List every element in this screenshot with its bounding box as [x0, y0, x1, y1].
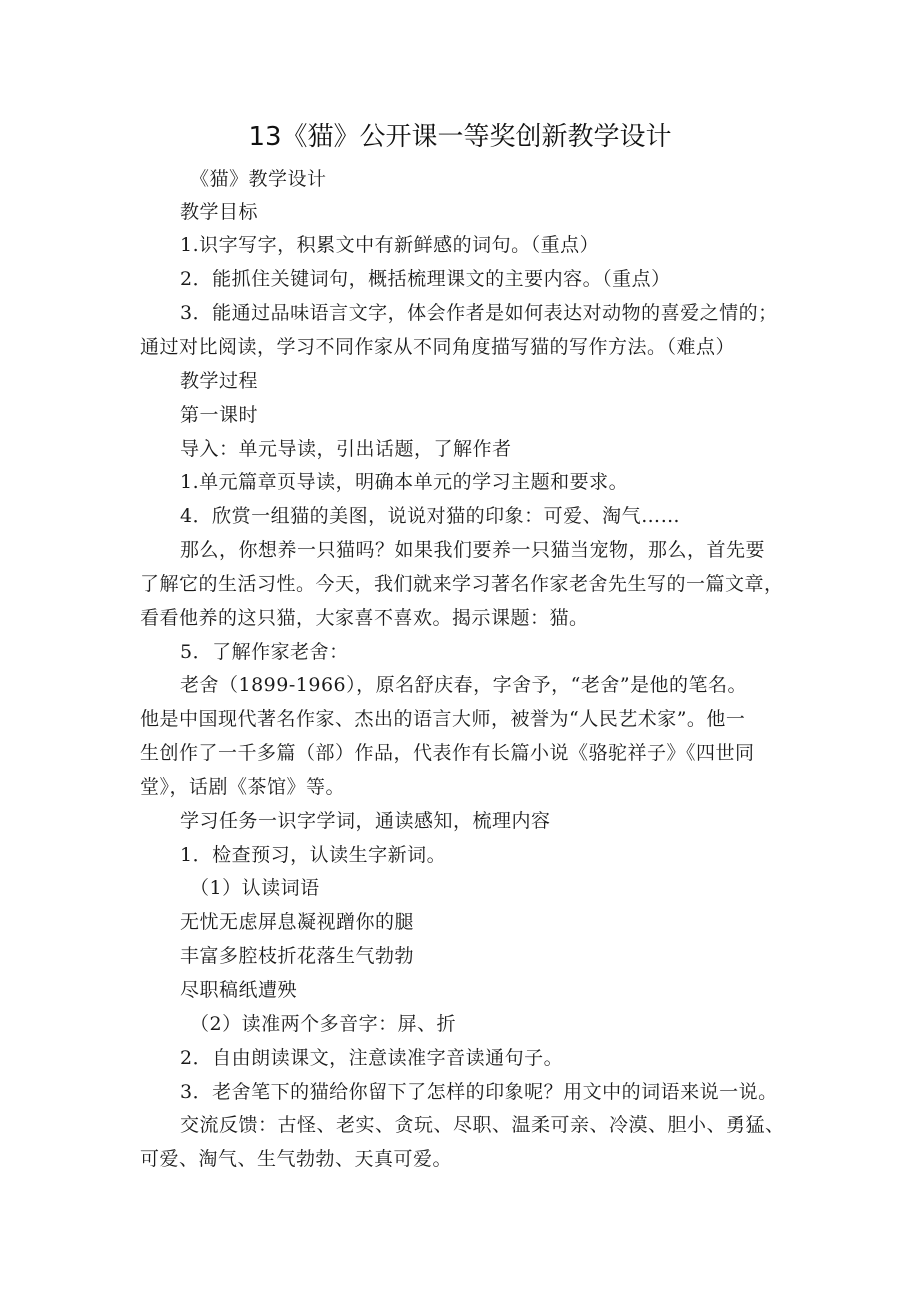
text-line: 4．欣赏一组猫的美图，说说对猫的印象：可爱、淘气……	[180, 505, 681, 527]
text-line: 5．了解作家老舍：	[180, 641, 349, 663]
text-line: 1.识字写字，积累文中有新鲜感的词句。（重点）	[180, 234, 600, 256]
text-line: 2．自由朗读课文，注意读准字音读通句子。	[180, 1047, 564, 1069]
text-line: 无忧无虑屏息凝视蹭你的腿	[180, 911, 415, 933]
text-line: 交流反馈：古怪、老实、贪玩、尽职、温柔可亲、冷漠、胆小、勇猛、	[180, 1114, 785, 1136]
section-heading-goals: 教学目标	[180, 201, 259, 223]
text-line: 1．检查预习，认读生字新词。	[180, 844, 447, 866]
section-heading-process: 教学过程	[180, 370, 259, 392]
text-line: 了解它的生活习性。今天，我们就来学习著名作家老舍先生写的一篇文章，	[140, 573, 784, 595]
text-line: 3．能通过品味语言文字，体会作者是如何表达对动物的喜爱之情的；	[180, 302, 778, 324]
text-line: 生创作了一千多篇（部）作品，代表作有长篇小说《骆驼祥子》《四世同	[140, 742, 755, 764]
text-line: 堂》，话剧《茶馆》等。	[140, 776, 346, 798]
document-title: 13《猫》公开课一等奖创新教学设计	[248, 122, 672, 152]
text-line: 老舍（1899-1966），原名舒庆春，字舍予，“老舍”是他的笔名。	[180, 674, 748, 696]
text-line: 第一课时	[180, 404, 259, 426]
text-line: 他是中国现代著名作家、杰出的语言大师，被誉为“人民艺术家”。他一	[140, 708, 746, 730]
text-line: （1）认读词语	[190, 877, 320, 899]
text-line: 导入：单元导读，引出话题，了解作者	[180, 438, 512, 460]
text-line: 1.单元篇章页导读，明确本单元的学习主题和要求。	[180, 471, 629, 493]
text-line: 看看他养的这只猫，大家喜不喜欢。揭示课题：猫。	[140, 607, 589, 629]
text-line: 学习任务一识字学词，通读感知，梳理内容	[180, 810, 551, 832]
text-line: 那么，你想养一只猫吗？如果我们要养一只猫当宠物，那么，首先要	[180, 539, 766, 561]
text-line: 3．老舍笔下的猫给你留下了怎样的印象呢？用文中的词语来说一说。	[180, 1081, 778, 1103]
text-line: 尽职稿纸遭殃	[180, 979, 298, 1001]
text-line: 丰富多腔枝折花落生气勃勃	[180, 945, 415, 967]
text-line: 可爱、淘气、生气勃勃、天真可爱。	[140, 1148, 453, 1170]
subtitle-line: 《猫》教学设计	[190, 168, 327, 190]
text-line: 2．能抓住关键词句，概括梳理课文的主要内容。（重点）	[180, 268, 671, 290]
text-line: （2）读准两个多音字：屏、折	[190, 1013, 457, 1035]
text-line: 通过对比阅读，学习不同作家从不同角度描写猫的写作方法。（难点）	[140, 336, 736, 358]
